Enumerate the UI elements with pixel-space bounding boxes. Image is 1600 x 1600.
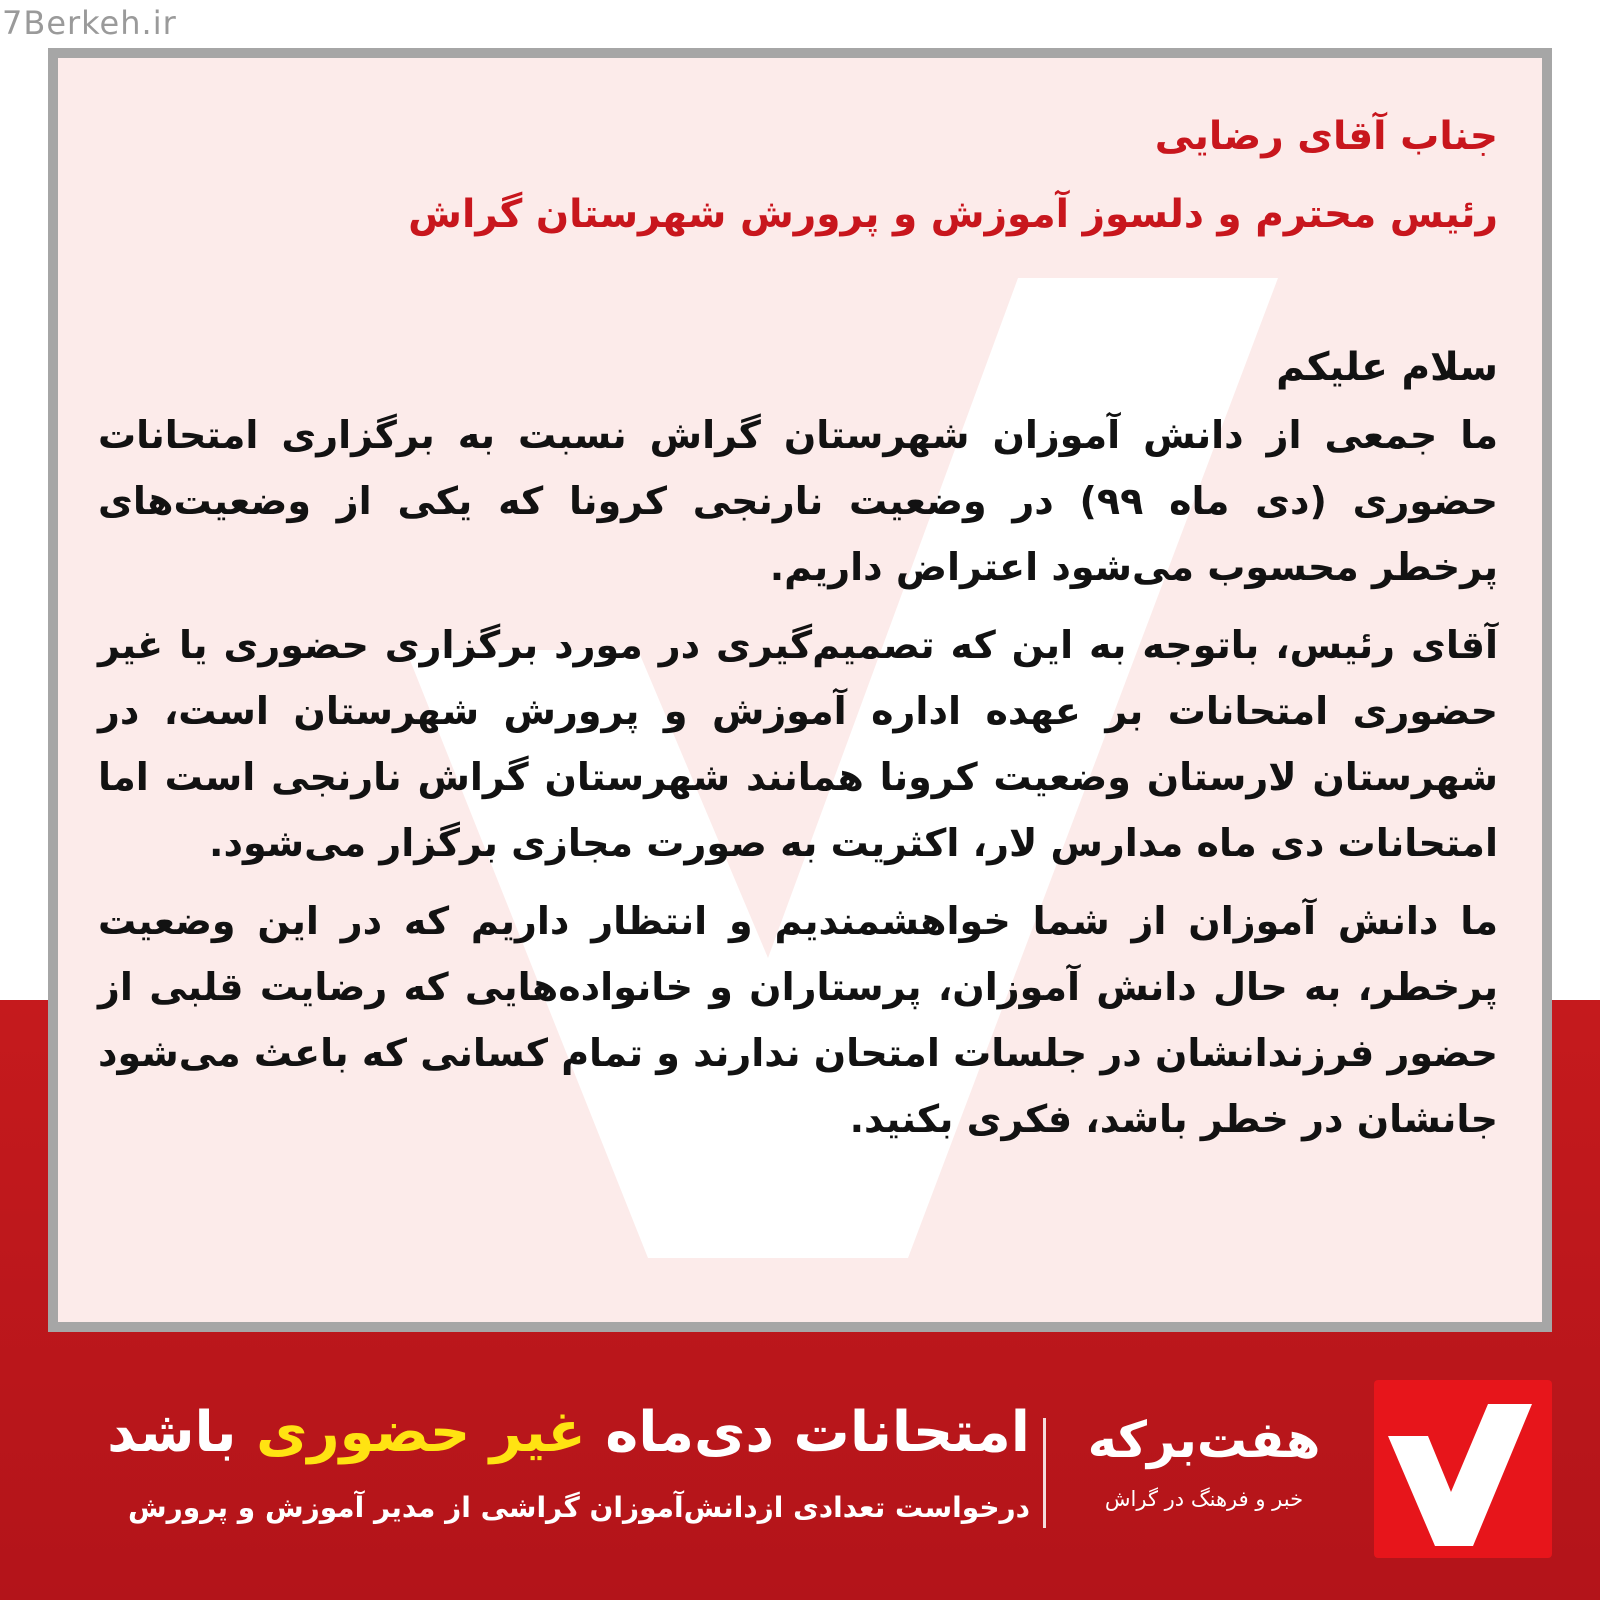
brand-tagline: خبر و فرهنگ در گراش <box>1104 1487 1304 1511</box>
site-watermark: 7Berkeh.ir <box>2 4 177 42</box>
letter-body <box>98 98 1498 1164</box>
headline-part-2: باشد <box>107 1400 237 1465</box>
headline-highlight: غیر حضوری <box>256 1400 586 1465</box>
brand-logo <box>1374 1380 1552 1558</box>
letter-recipient: جناب آقای رضایی <box>1154 114 1498 159</box>
footer-divider <box>1043 1418 1046 1528</box>
letter-recipient-title: رئیس محترم و دلسوز آموزش و پرورش شهرستان گراش <box>408 192 1498 237</box>
letter-paragraph: ما جمعی از دانش آموزان شهرستان گراش نسبت به برگزاری امتحانات حضوری (دی ماه ۹۹) در وضعیت نارنجی کرونا که یکی از وضعیت‌های پرخطر محسوب می‌شود اعتراض داریم. <box>98 413 1498 589</box>
letter-paragraph: آقای رئیس، باتوجه به این که تصمیم‌گیری در مورد برگزاری حضوری یا غیر حضوری امتحانات بر عهده اداره آموزش و پرورش شهرستان است، در شهرستان لارستان وضعیت کرونا همانند شهرستان گراش نارنجی است اما امتحانات دی ماه مدارس لار، اکثریت به صورت مجازی برگزار می‌شود. <box>98 623 1498 865</box>
headline-part-1: امتحانات دی‌ماه <box>605 1400 1030 1465</box>
footer-subheadline: درخواست تعدادی ازدانش‌آموزان گراشی از مدیر آموزش و پرورش <box>127 1491 1030 1524</box>
letter-greeting: سلام علیکم <box>1276 345 1498 390</box>
brand-name: هفت‌برکه <box>1087 1411 1321 1469</box>
footer-headline <box>40 1395 1030 1471</box>
letter-paragraph: ما دانش آموزان از شما خواهشمندیم و انتظار داریم که در این وضعیت پرخطر، به حال دانش آموزان، پرستاران و خانواده‌هایی که رضایت قلبی از حضور فرزندانشان در جلسات امتحان ندارند و تمام کسانی که باعث می‌شود جانشان در خطر باشد، فکری بکنید. <box>98 899 1498 1141</box>
checkmark-logo-icon <box>1374 1380 1552 1558</box>
letter-card <box>48 48 1552 1332</box>
